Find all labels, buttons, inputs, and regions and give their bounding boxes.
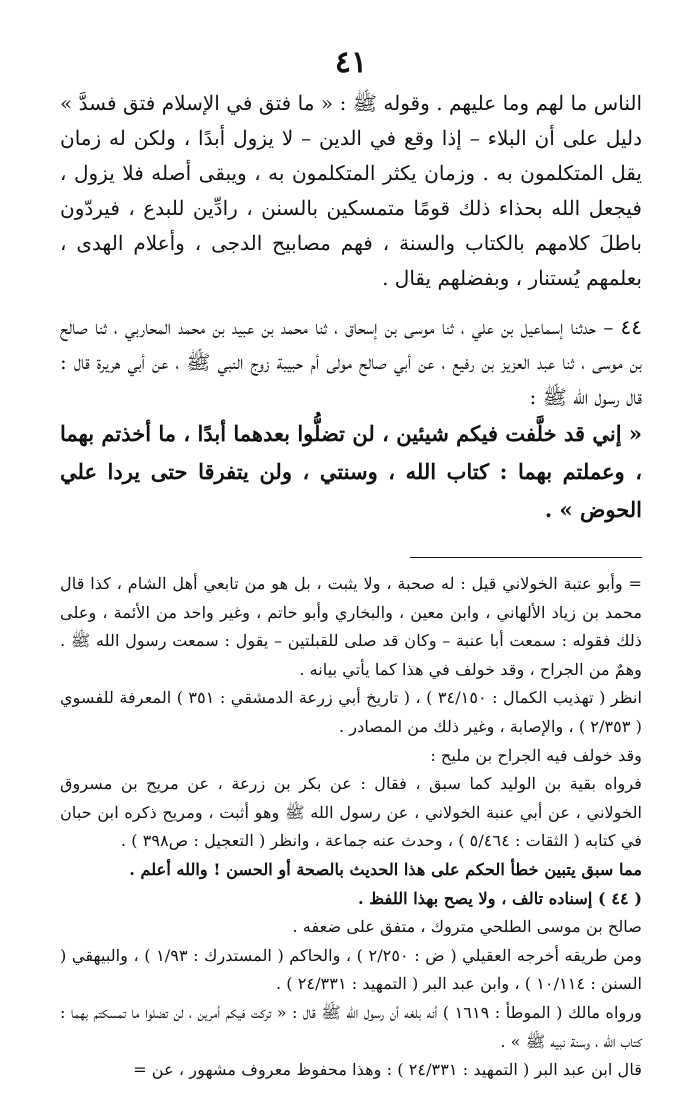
main-paragraph-1: الناس ما لهم وما عليهم . وقوله ﷺ : « ما فتق في الإسلام فتق فسدَّ » دليل على أن البلاء – إذا وقع في الدين – لا يزول أبدًا ، ولكن له زمان يقل المتكلمون به . وزمان يكثر المتكلمون به ، ويبقى أصله فلا يزول ، فيجعل الله بحذاء ذلك قومًا متمسكين بالسنن ، رادِّين للبدع ، فيردّون باطلَ كلامهم بالكتاب والسنة ، فهم مصابيح الدجى ، وأعلام الهدى ، بعلمهم يُستنار ، وبفضلهم يقال . [60, 91, 642, 290]
footnotes [60, 570, 642, 1085]
footnote-baqiyya: فرواه بقية بن الوليد كما سبق ، فقال : عن بكر بن زرعة ، عن مريح بن مسروق الخولاني ، عن أبي عنبة الخولاني ، عن رسول الله ﷺ وهو أثبت ، ومريح ذكره ابن حبان في كتابه ( الثقات : ٥/٤٦٤ ) ، وحدث عنه جماعة ، وانظر ( التعجيل : ص٣٩٨ ) . [60, 774, 642, 851]
footnote-jarrah: وقد خولف فيه الجراح بن مليح : [430, 745, 642, 765]
page-number: ٤١ [334, 45, 368, 80]
hadith-44-matn: « إني قد خلَّفت فيكم شيئين ، لن تضلُّوا بعدهما أبدًا ، ما أخذتم بهما ، وعملتم بهما : كتاب الله ، وسنتي ، ولن يتفرقا حتى يردا علي الحوض » . [60, 421, 642, 522]
footnote-sources: انظر ( تهذيب الكمال : ٣٤/١٥٠ ) ، ( تاريخ أبي زرعة الدمشقي : ٣٥١ ) المعرفة للفسوي ( ٢/٣٥٣ ) ، والإصابة ، وغير ذلك من المصادر . [60, 688, 643, 736]
footnote-malik: ورواه مالك ( الموطأ : ١٦١٩ ) أنه بلغه أن رسول الله ﷺ قال : « تركت فيكم أمرين ، لن تضلوا ما تمسكتم بهما : كتاب الله ، وسنة نبيه ﷺ » . [60, 1002, 642, 1051]
hadith-44-isnad: ٤٤ – حدثنا إسماعيل بن علي ، ثنا موسى بن إسحاق ، ثنا محمد بن عبيد بن محمد المحاربي ، ثنا صالح بن موسى ، ثنا عبد العزيز بن رفيع ، عن أبي صالح مولى أم حبيبة زوج النبي ﷺ ، عن أبي هريرة قال : قال رسول الله ﷺ : [60, 315, 642, 409]
footnote-conclusion: مما سبق يتبين خطأ الحكم على هذا الحديث بالصحة أو الحسن ! والله أعلم . [129, 859, 642, 879]
footnote-takhrij: ومن طريقه أخرجه العقيلي ( ض : ٢/٢٥٠ ) ، والحاكم ( المستدرك : ١/٩٣ ) ، والبيهقي ( السنن : ١٠/١١٤ ) ، وابن عبد البر ( التمهيد : ٢٤/٣٣١ ) . [60, 945, 642, 994]
footnote-abu-utba: = وأبو عتبة الخولاني قيل : له صحبة ، ولا يثبت ، بل هو من تابعي أهل الشام ، كذا قال محمد بن زياد الألهاني ، وابن معين ، والبخاري وأبو حاتم ، وغير واحد من الأئمة ، وعلى ذلك فقوله : سمعت أبا عنبة – وكان قد صلى للقبلتين – يقول : سمعت رسول الله ﷺ . وهمٌ من الجراح ، وقد خولف في هذا كما يأتي بيانه . [60, 574, 642, 679]
main-text [60, 86, 642, 529]
footnote-44-heading: ( ٤٤ ) إسناده تالف ، ولا يصح بهذا اللفظ . [358, 888, 642, 908]
footnote-separator [410, 557, 642, 558]
footnote-salih: صالح بن موسى الطلحي متروك ، متفق على ضعفه . [292, 917, 642, 937]
footnote-ibn-abd-al-barr: قال ابن عبد البر ( التمهيد : ٢٤/٣٣١ ) : وهذا محفوظ معروف مشهور ، عن = [133, 1060, 642, 1080]
